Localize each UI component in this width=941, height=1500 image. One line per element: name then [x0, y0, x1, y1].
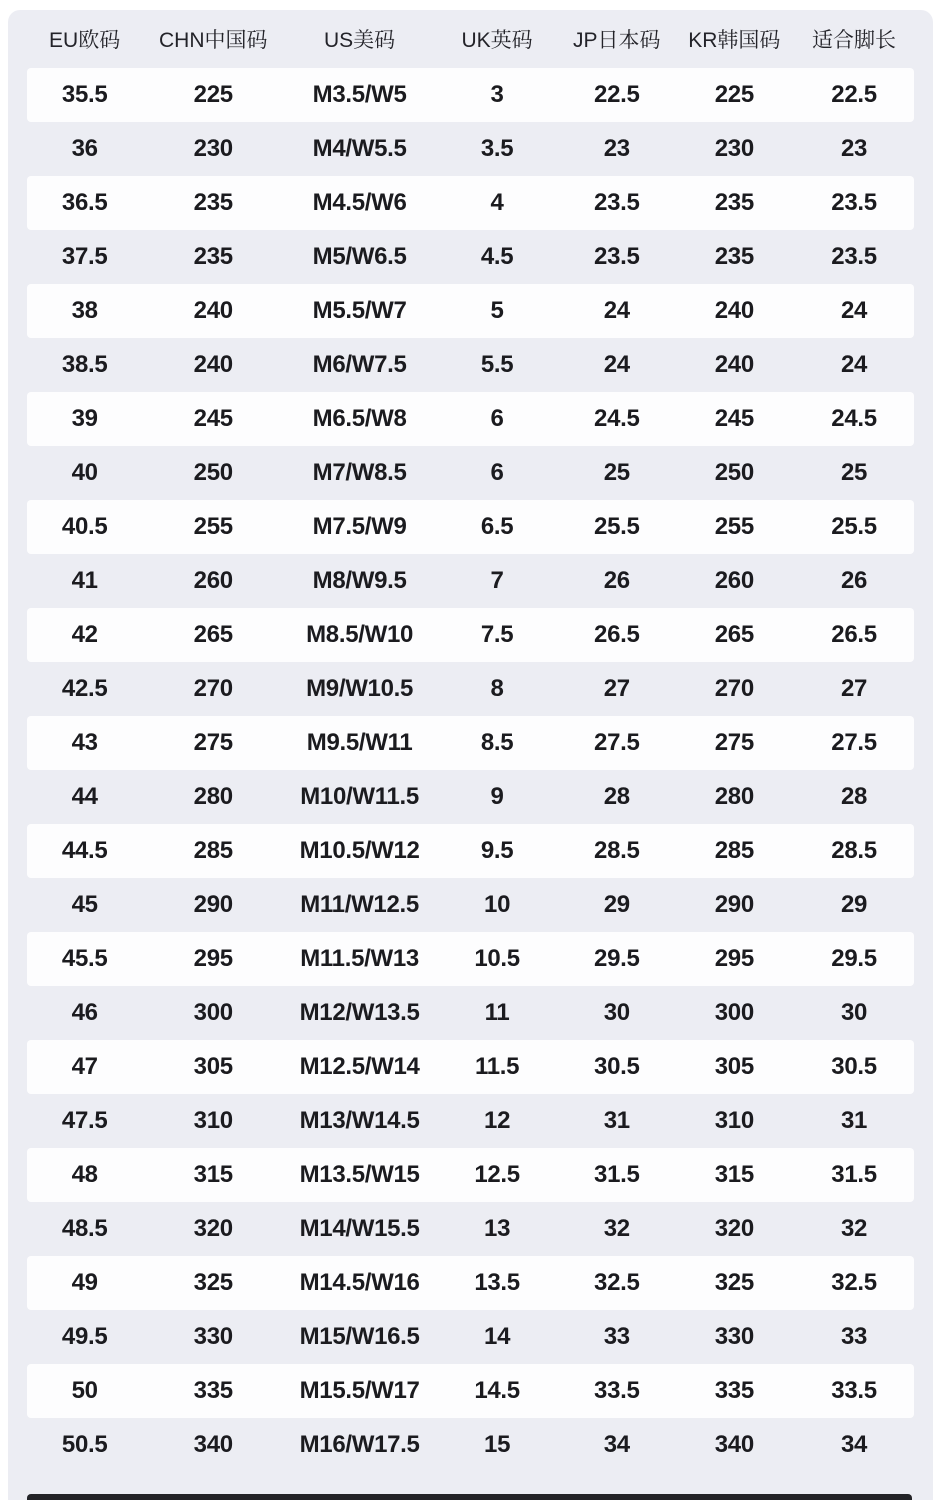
cell-uk: 5.5 [480, 351, 514, 378]
cell-chn: 320 [193, 1215, 233, 1242]
table-row [27, 716, 914, 770]
cell-uk: 11 [484, 999, 510, 1026]
cell-eu: 40.5 [61, 513, 108, 540]
cell-foot-length: 33.5 [831, 1377, 877, 1404]
cell-jp: 24 [603, 351, 630, 378]
cell-jp: 30 [603, 999, 630, 1026]
cell-jp: 29.5 [594, 945, 640, 972]
cell-jp: 28.5 [594, 837, 640, 864]
table-row [27, 446, 914, 500]
cell-us: M12.5/W14 [299, 1053, 420, 1080]
table-row [27, 1418, 914, 1472]
table-row [27, 338, 914, 392]
cell-uk: 8.5 [480, 729, 514, 756]
footer-bar-edge [27, 1494, 912, 1500]
cell-foot-length: 23.5 [831, 189, 877, 216]
cell-kr: 310 [714, 1107, 754, 1134]
cell-chn: 315 [193, 1161, 233, 1188]
cell-kr: 270 [714, 675, 754, 702]
cell-us: M9/W10.5 [306, 675, 414, 702]
cell-eu: 42 [71, 621, 98, 648]
table-row [27, 122, 914, 176]
cell-uk: 3.5 [480, 135, 514, 162]
cell-kr: 315 [714, 1161, 754, 1188]
cell-foot-length: 27.5 [831, 729, 877, 756]
cell-us: M3.5/W5 [312, 81, 407, 108]
cell-kr: 245 [714, 405, 754, 432]
cell-foot-length: 32.5 [831, 1269, 877, 1296]
cell-jp: 24 [603, 297, 630, 324]
cell-uk: 6 [490, 459, 504, 486]
cell-foot-length: 27 [841, 675, 868, 702]
table-row [27, 554, 914, 608]
table-header-row [27, 10, 914, 68]
cell-kr: 235 [714, 243, 754, 270]
cell-eu: 44 [71, 783, 98, 810]
cell-us: M8/W9.5 [312, 567, 407, 594]
cell-eu: 47 [71, 1053, 98, 1080]
cell-uk: 4.5 [480, 243, 514, 270]
cell-jp: 23 [603, 135, 630, 162]
table-row [27, 1148, 914, 1202]
cell-foot-length: 25 [841, 459, 868, 486]
column-header-jp: JP日本码 [573, 29, 661, 52]
cell-us: M5/W6.5 [312, 243, 407, 270]
cell-us: M7.5/W9 [312, 513, 407, 540]
cell-us: M6.5/W8 [312, 405, 407, 432]
cell-jp: 34 [603, 1431, 630, 1458]
column-header-foot-length: 适合脚长 [812, 29, 897, 52]
table-row [27, 932, 914, 986]
cell-us: M10/W11.5 [300, 783, 419, 810]
cell-jp: 33.5 [594, 1377, 640, 1404]
cell-us: M7/W8.5 [312, 459, 407, 486]
cell-foot-length: 23.5 [831, 243, 877, 270]
cell-uk: 13 [484, 1215, 511, 1242]
cell-chn: 265 [193, 621, 233, 648]
column-header-uk: UK英码 [461, 29, 533, 52]
cell-jp: 23.5 [594, 243, 640, 270]
cell-kr: 280 [714, 783, 754, 810]
cell-chn: 275 [193, 729, 233, 756]
cell-kr: 240 [714, 297, 754, 324]
table-row [27, 176, 914, 230]
cell-kr: 250 [714, 459, 754, 486]
table-row [27, 1256, 914, 1310]
cell-uk: 11.5 [474, 1053, 520, 1080]
cell-kr: 305 [714, 1053, 754, 1080]
cell-jp: 33 [603, 1323, 630, 1350]
table-row [27, 1310, 914, 1364]
cell-foot-length: 26 [841, 567, 868, 594]
column-header-kr: KR韩国码 [688, 29, 781, 52]
cell-chn: 285 [193, 837, 233, 864]
cell-foot-length: 31.5 [831, 1161, 877, 1188]
cell-kr: 285 [714, 837, 754, 864]
cell-us: M4/W5.5 [312, 135, 407, 162]
cell-eu: 35.5 [61, 81, 108, 108]
cell-eu: 41 [71, 567, 98, 594]
cell-chn: 240 [193, 297, 233, 324]
cell-foot-length: 22.5 [831, 81, 877, 108]
cell-foot-length: 24 [841, 351, 868, 378]
size-chart-card [8, 10, 933, 1500]
table-row [27, 230, 914, 284]
cell-chn: 290 [193, 891, 233, 918]
cell-uk: 4 [490, 189, 504, 216]
table-body [27, 68, 914, 1472]
table-row [27, 1040, 914, 1094]
table-row [27, 986, 914, 1040]
cell-eu: 39 [71, 405, 98, 432]
cell-us: M13.5/W15 [299, 1161, 420, 1188]
cell-uk: 14 [484, 1323, 511, 1350]
cell-jp: 31 [603, 1107, 630, 1134]
cell-chn: 260 [193, 567, 233, 594]
cell-foot-length: 29.5 [831, 945, 877, 972]
cell-foot-length: 33 [841, 1323, 868, 1350]
cell-jp: 32.5 [594, 1269, 640, 1296]
cell-uk: 10 [484, 891, 511, 918]
column-header-eu: EU欧码 [49, 29, 121, 52]
table-row [27, 500, 914, 554]
cell-chn: 295 [193, 945, 233, 972]
cell-eu: 43 [71, 729, 98, 756]
cell-foot-length: 32 [841, 1215, 868, 1242]
cell-jp: 25 [603, 459, 630, 486]
cell-chn: 280 [193, 783, 233, 810]
cell-eu: 50 [71, 1377, 98, 1404]
cell-uk: 15 [484, 1431, 511, 1458]
cell-foot-length: 23 [841, 135, 868, 162]
cell-chn: 300 [193, 999, 233, 1026]
cell-kr: 265 [714, 621, 754, 648]
cell-jp: 32 [603, 1215, 630, 1242]
cell-kr: 235 [714, 189, 754, 216]
cell-kr: 320 [714, 1215, 754, 1242]
cell-us: M14.5/W16 [299, 1269, 420, 1296]
cell-jp: 27.5 [594, 729, 640, 756]
cell-us: M10.5/W12 [299, 837, 420, 864]
cell-foot-length: 31 [841, 1107, 868, 1134]
cell-jp: 26 [603, 567, 630, 594]
cell-us: M14/W15.5 [299, 1215, 420, 1242]
cell-foot-length: 24.5 [831, 405, 877, 432]
cell-jp: 26.5 [594, 621, 640, 648]
cell-kr: 335 [714, 1377, 754, 1404]
cell-chn: 250 [193, 459, 233, 486]
table-row [27, 284, 914, 338]
cell-foot-length: 30.5 [831, 1053, 877, 1080]
table-row [27, 878, 914, 932]
cell-chn: 310 [193, 1107, 233, 1134]
cell-chn: 330 [193, 1323, 233, 1350]
cell-kr: 260 [714, 567, 754, 594]
cell-kr: 225 [714, 81, 754, 108]
cell-uk: 8 [490, 675, 504, 702]
cell-chn: 335 [193, 1377, 233, 1404]
cell-chn: 235 [193, 189, 233, 216]
cell-uk: 9 [490, 783, 504, 810]
cell-eu: 50.5 [61, 1431, 108, 1458]
cell-kr: 330 [714, 1323, 754, 1350]
table-row [27, 392, 914, 446]
cell-uk: 13.5 [474, 1269, 520, 1296]
cell-foot-length: 26.5 [831, 621, 877, 648]
cell-kr: 295 [714, 945, 754, 972]
cell-uk: 14.5 [474, 1377, 520, 1404]
cell-jp: 27 [603, 675, 630, 702]
column-header-us: US美码 [324, 29, 396, 52]
cell-chn: 325 [193, 1269, 233, 1296]
table-row [27, 1202, 914, 1256]
cell-uk: 7.5 [480, 621, 514, 648]
cell-us: M15/W16.5 [299, 1323, 420, 1350]
cell-kr: 240 [714, 351, 754, 378]
cell-eu: 45.5 [61, 945, 108, 972]
table-row [27, 68, 914, 122]
table-row [27, 1364, 914, 1418]
cell-foot-length: 28.5 [831, 837, 877, 864]
cell-jp: 29 [603, 891, 630, 918]
cell-chn: 240 [193, 351, 233, 378]
cell-us: M15.5/W17 [299, 1377, 420, 1404]
cell-chn: 270 [193, 675, 233, 702]
cell-eu: 47.5 [61, 1107, 108, 1134]
cell-eu: 44.5 [61, 837, 108, 864]
cell-chn: 340 [193, 1431, 233, 1458]
cell-chn: 230 [193, 135, 233, 162]
cell-foot-length: 29 [841, 891, 868, 918]
cell-chn: 245 [193, 405, 233, 432]
cell-uk: 5 [490, 297, 504, 324]
cell-uk: 12 [484, 1107, 511, 1134]
cell-kr: 325 [714, 1269, 754, 1296]
cell-us: M6/W7.5 [312, 351, 407, 378]
cell-chn: 255 [193, 513, 233, 540]
cell-eu: 36.5 [61, 189, 108, 216]
cell-us: M5.5/W7 [312, 297, 407, 324]
cell-uk: 6.5 [480, 513, 514, 540]
cell-foot-length: 30 [841, 999, 868, 1026]
cell-uk: 7 [490, 567, 504, 594]
cell-chn: 305 [193, 1053, 233, 1080]
cell-eu: 38.5 [61, 351, 108, 378]
cell-jp: 23.5 [594, 189, 640, 216]
column-header-chn: CHN中国码 [159, 29, 268, 52]
cell-kr: 255 [714, 513, 754, 540]
cell-eu: 46 [71, 999, 98, 1026]
cell-us: M13/W14.5 [299, 1107, 420, 1134]
cell-us: M11.5/W13 [300, 945, 419, 972]
cell-uk: 9.5 [480, 837, 514, 864]
cell-kr: 300 [714, 999, 754, 1026]
cell-eu: 49 [71, 1269, 98, 1296]
cell-eu: 38 [71, 297, 98, 324]
cell-kr: 340 [714, 1431, 754, 1458]
cell-jp: 25.5 [594, 513, 640, 540]
cell-eu: 48.5 [61, 1215, 108, 1242]
cell-eu: 37.5 [61, 243, 108, 270]
cell-eu: 42.5 [61, 675, 108, 702]
cell-foot-length: 24 [841, 297, 868, 324]
cell-foot-length: 34 [841, 1431, 868, 1458]
cell-kr: 230 [714, 135, 754, 162]
cell-us: M12/W13.5 [299, 999, 420, 1026]
table-row [27, 824, 914, 878]
cell-eu: 45 [71, 891, 98, 918]
cell-eu: 49.5 [61, 1323, 108, 1350]
cell-us: M8.5/W10 [306, 621, 414, 648]
cell-uk: 10.5 [474, 945, 520, 972]
cell-jp: 28 [603, 783, 630, 810]
table-row [27, 770, 914, 824]
cell-jp: 22.5 [594, 81, 640, 108]
cell-chn: 235 [193, 243, 233, 270]
cell-us: M11/W12.5 [300, 891, 419, 918]
cell-eu: 36 [71, 135, 98, 162]
cell-us: M4.5/W6 [312, 189, 407, 216]
cell-kr: 275 [714, 729, 754, 756]
table-row [27, 1094, 914, 1148]
table-row [27, 662, 914, 716]
cell-jp: 30.5 [594, 1053, 640, 1080]
cell-jp: 24.5 [594, 405, 640, 432]
cell-jp: 31.5 [594, 1161, 640, 1188]
cell-chn: 225 [193, 81, 233, 108]
cell-eu: 48 [71, 1161, 98, 1188]
cell-uk: 12.5 [474, 1161, 520, 1188]
cell-foot-length: 28 [841, 783, 868, 810]
cell-foot-length: 25.5 [831, 513, 877, 540]
cell-kr: 290 [714, 891, 754, 918]
table-row [27, 608, 914, 662]
cell-us: M9.5/W11 [306, 729, 413, 756]
cell-uk: 6 [490, 405, 504, 432]
cell-eu: 40 [71, 459, 98, 486]
cell-uk: 3 [490, 81, 504, 108]
cell-us: M16/W17.5 [299, 1431, 420, 1458]
